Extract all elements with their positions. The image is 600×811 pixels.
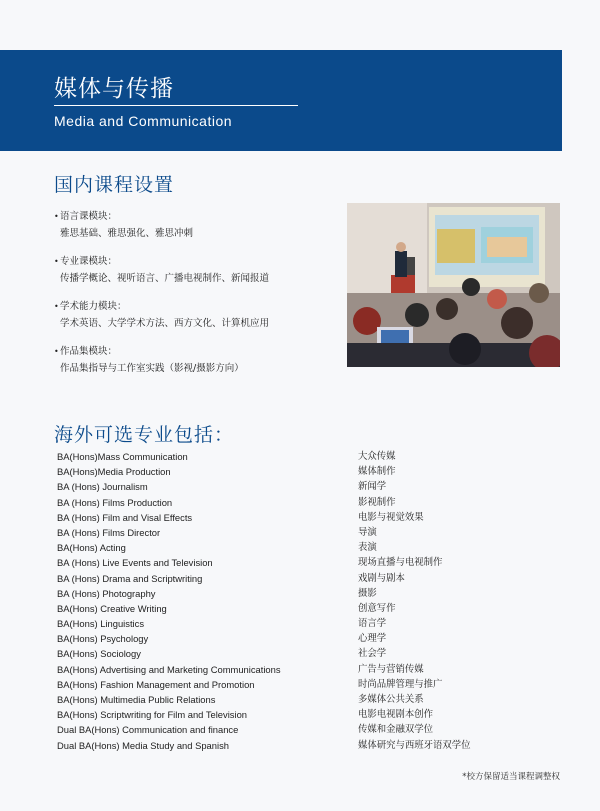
list-item (57, 451, 517, 466)
course-name-zh: 影视制作 (358, 496, 396, 508)
module-courses: 传播学概论、视听语言、广播电视制作、新闻报道 (60, 273, 270, 284)
list-item (57, 648, 517, 663)
list-item (57, 740, 517, 755)
module-title: 语言课模块： (60, 211, 118, 222)
module-item (54, 210, 334, 255)
course-name-zh: 新闻学 (358, 481, 387, 493)
bullet-icon: • (54, 257, 59, 266)
course-name-zh: 摄影 (358, 587, 377, 599)
list-item (57, 557, 517, 572)
list-item (57, 694, 517, 709)
module-list (54, 210, 334, 390)
course-name-zh: 多媒体公共关系 (358, 694, 424, 705)
module-title: 作品集模块： (60, 346, 118, 357)
footnote: *校方保留适当课程调整权 (462, 772, 560, 782)
course-name-zh: 媒体研究与西班牙语双学位 (358, 739, 471, 751)
course-name-en: BA (Hons) Drama and Scriptwriting (57, 572, 203, 584)
course-name-en: BA (Hons) Film and Visal Effects (57, 511, 193, 523)
course-list (57, 451, 517, 755)
course-name-en: Dual BA(Hons) Media Study and Spanish (57, 739, 229, 751)
course-name-en: BA (Hons) Films Director (57, 526, 161, 538)
course-name-en: BA(Hons) Fashion Management and Promotion (57, 678, 255, 690)
course-name-en: BA(Hons) Creative Writing (57, 602, 167, 614)
list-item (57, 466, 517, 481)
course-name-en: BA(Hons) Linguistics (57, 618, 145, 630)
header-divider (54, 105, 298, 106)
course-name-zh: 心理学 (358, 633, 387, 645)
course-name-en: BA(Hons) Psychology (57, 633, 149, 645)
list-item (57, 573, 517, 588)
course-name-en: Dual BA(Hons) Communication and finance (57, 724, 239, 736)
list-item (57, 724, 517, 739)
domestic-section-title: 国内课程设置 (54, 174, 175, 196)
list-item (57, 542, 517, 557)
course-name-en: BA(Hons)Media Production (57, 466, 171, 478)
course-name-zh: 电影电视剧本创作 (358, 709, 434, 721)
bullet-icon: • (54, 347, 59, 356)
course-name-zh: 语言学 (358, 618, 387, 630)
list-item (57, 588, 517, 603)
module-title: 学术能力模块： (60, 301, 127, 312)
list-item (57, 679, 517, 694)
classroom-photo (347, 203, 560, 367)
list-item (57, 512, 517, 527)
course-name-zh: 传媒和金融双学位 (358, 724, 434, 736)
module-title: 专业课模块： (60, 256, 118, 267)
list-item (57, 527, 517, 542)
module-item (54, 300, 334, 345)
course-name-zh: 媒体制作 (358, 466, 396, 478)
overseas-section-title: 海外可选专业包括： (54, 424, 235, 446)
course-name-en: BA(Hons) Sociology (57, 648, 141, 660)
course-name-en: BA (Hons) Live Events and Television (57, 557, 213, 569)
list-item (57, 497, 517, 512)
bullet-icon: • (54, 302, 59, 311)
course-name-zh: 电影与视觉效果 (358, 511, 424, 523)
list-item (57, 618, 517, 633)
bullet-icon: • (54, 212, 59, 221)
course-name-en: BA(Hons) Scriptwriting for Film and Television (57, 709, 247, 721)
course-name-zh: 广告与营销传媒 (358, 663, 424, 675)
course-name-zh: 戏剧与剧本 (358, 572, 405, 584)
course-name-zh: 导演 (358, 526, 377, 538)
course-name-en: BA(Hons) Advertising and Marketing Communications (57, 663, 281, 675)
course-name-en: BA(Hons)Mass Communication (57, 451, 188, 462)
list-item (57, 603, 517, 618)
list-item (57, 633, 517, 648)
course-name-zh: 现场直播与电视制作 (358, 557, 443, 569)
course-name-en: BA(Hons) Multimedia Public Relations (57, 694, 216, 705)
module-courses: 学术英语、大学学术方法、西方文化、计算机应用 (60, 318, 270, 329)
module-item (54, 345, 334, 390)
course-name-en: BA (Hons) Films Production (57, 496, 173, 508)
module-item (54, 255, 334, 300)
course-name-en: BA (Hons) Photography (57, 587, 156, 599)
course-name-en: BA (Hons) Journalism (57, 481, 148, 493)
course-name-zh: 社会学 (358, 648, 387, 660)
course-name-zh: 表演 (358, 542, 377, 554)
course-name-en: BA(Hons) Acting (57, 542, 126, 554)
list-item (57, 481, 517, 496)
page-title: 媒体与传播 (54, 76, 174, 102)
page-subtitle: Media and Communication (54, 113, 233, 129)
course-name-zh: 大众传媒 (358, 451, 396, 462)
module-courses: 作品集指导与工作室实践（影视/摄影方向） (60, 363, 244, 374)
course-name-zh: 时尚品牌管理与推广 (358, 678, 443, 690)
module-courses: 雅思基础、雅思强化、雅思冲刺 (60, 228, 194, 239)
list-item (57, 709, 517, 724)
course-name-zh: 创意写作 (358, 602, 396, 614)
list-item (57, 664, 517, 679)
